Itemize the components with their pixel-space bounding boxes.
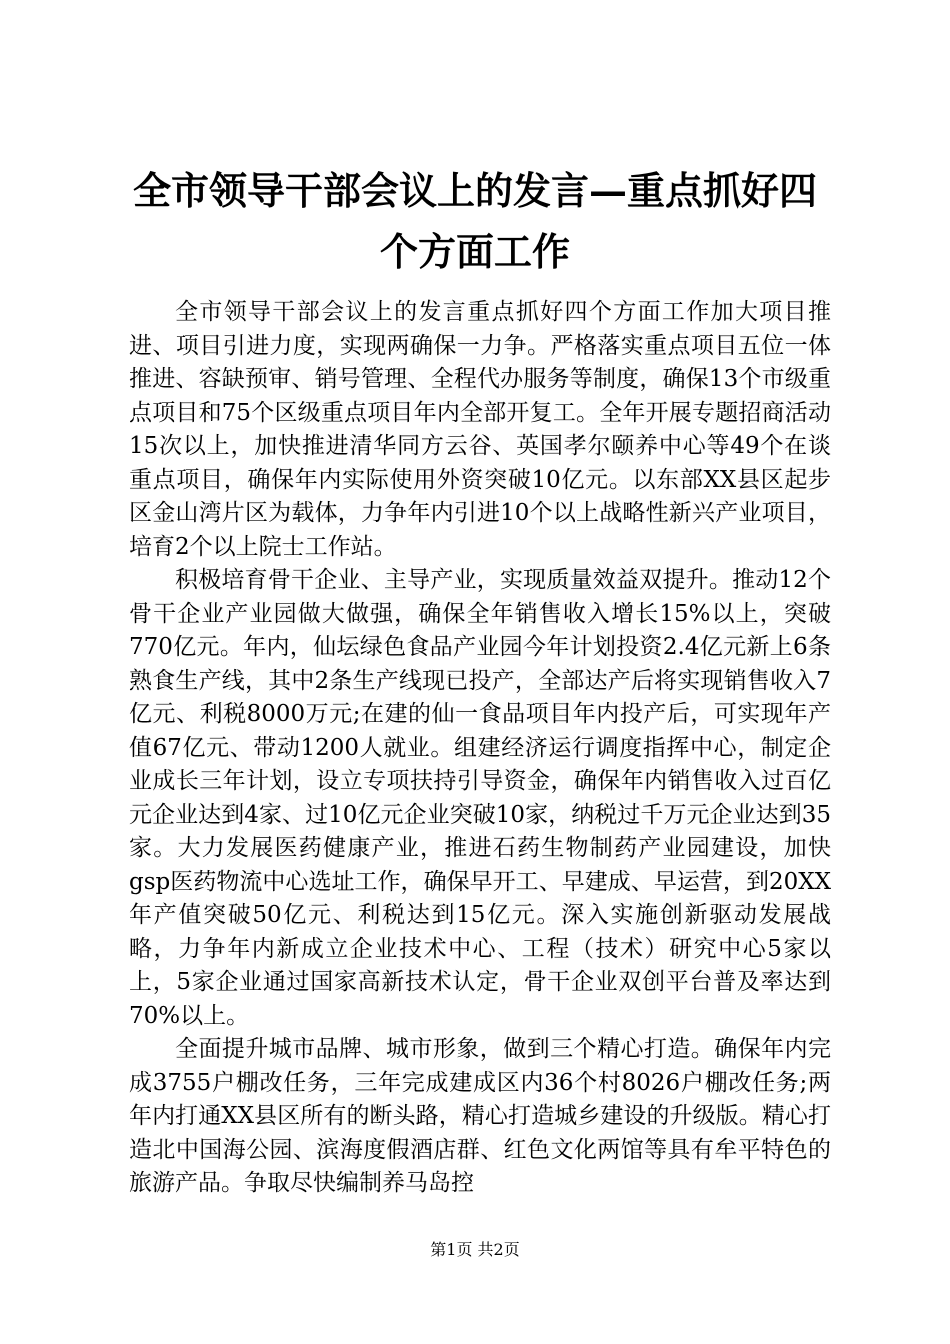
document-title: 全市领导干部会议上的发言—重点抓好四个方面工作 [132,168,817,274]
document-body [129,296,831,1201]
page-footer: 第1页 共2页 [430,1240,520,1259]
paragraph-2: 积极培育骨干企业、主导产业，实现质量效益双提升。推动12个骨干企业产业园做大做强，确保全年销售收入增长15%以上，突破770亿元。年内，仙坛绿色食品产业园今年计划投资2.4亿元新上6条熟食生产线，其中2条生产线现已投产，全部达产后将实现销售收入7亿元、利税8000万元;在建的仙一食品项目年内投产后，可实现年产值67亿元、带动1200人就业。组建经济运行调度指挥中心，制定企业成长三年计划，设立专项扶持引导资金，确保年内销售收入过百亿元企业达到4家、过10亿元企业突破10家，纳税过千万元企业达到35家。大力发展医药健康产业，推进石药生物制药产业园建设，加快gsp医药物流中心选址工作，确保早开工、早建成、早运营，到20XX年产值突破50亿元、利税达到15亿元。深入实施创新驱动发展战略，力争年内新成立企业技术中心、工程（技术）研究中心5家以上，5家企业通过国家高新技术认定，骨干企业双创平台普及率达到70%以上。 [129,567,831,1029]
paragraph-1: 全市领导干部会议上的发言重点抓好四个方面工作加大项目推进、项目引进力度，实现两确保一力争。严格落实重点项目五位一体推进、容缺预审、销号管理、全程代办服务等制度，确保13个市级重点项目和75个区级重点项目年内全部开复工。全年开展专题招商活动15次以上，加快推进清华同方云谷、英国孝尔颐养中心等49个在谈重点项目，确保年内实际使用外资突破10亿元。以东部XX县区起步区金山湾片区为载体，力争年内引进10个以上战略性新兴产业项目，培育2个以上院士工作站。 [129,299,831,560]
paragraph-3: 全面提升城市品牌、城市形象，做到三个精心打造。确保年内完成3755户棚改任务，三年完成建成区内36个村8026户棚改任务;两年内打通XX县区所有的断头路，精心打造城乡建设的升级版。精心打造北中国海公园、滨海度假酒店群、红色文化两馆等具有牟平特色的旅游产品。争取尽快编制养马岛控 [129,1036,831,1196]
